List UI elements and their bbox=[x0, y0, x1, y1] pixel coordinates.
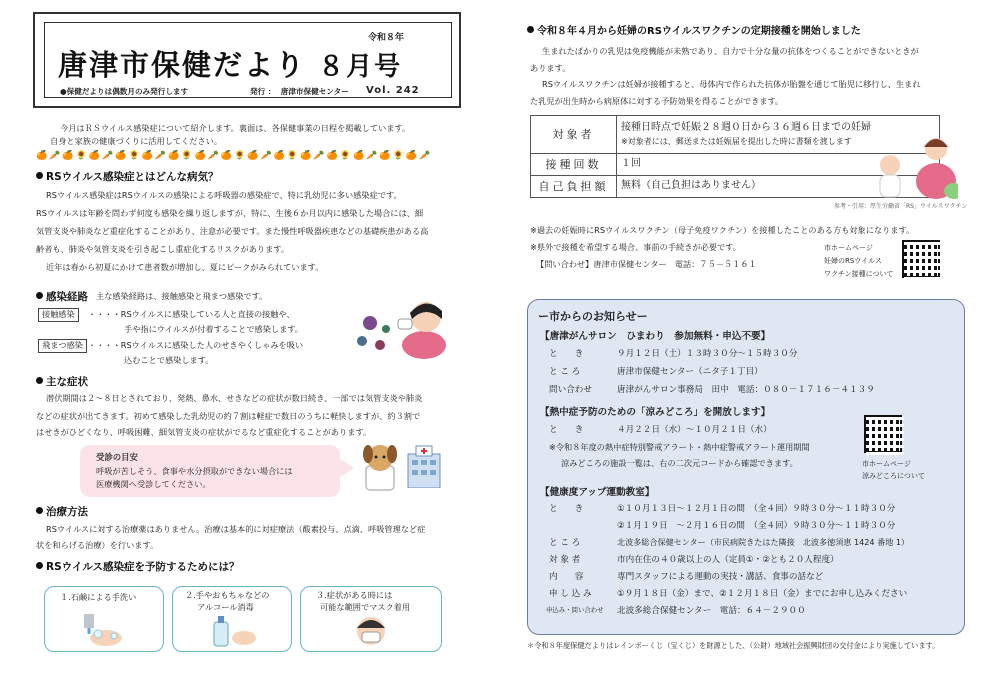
symptom-line: はせきがひどくなり、呼吸困難、細気管支炎の症状がでるなど重症化することがあります。 bbox=[36, 427, 372, 437]
qr-code-icon[interactable] bbox=[864, 415, 902, 453]
vaccine-note: ※県外で接種を希望する場合、事前の手続きが必要です。 bbox=[530, 242, 741, 252]
prevention-label: ３.症状がある時には bbox=[316, 590, 393, 600]
contact-infection-label: 接触感染 bbox=[38, 308, 79, 322]
table-label: 自己負担額 bbox=[531, 176, 617, 198]
vaccine-note: ※過去の妊娠時にRSウイルスワクチン（母子免疫ワクチン）を接種したことのある方も対象になります。 bbox=[530, 225, 915, 235]
vaccine-contact: 【問い合わせ】唐津市保健センター 電話：７５－５１６１ bbox=[536, 259, 757, 269]
table-value: 無料（自己負担はありません） bbox=[617, 176, 940, 198]
contact-text: ・・・・RSウイルスに感染している人と直接の接触や、 bbox=[88, 309, 295, 319]
section-heading-symptom: 主な症状 bbox=[36, 375, 88, 390]
heat-note: 涼みどころの施設一覧は、右の二次元コードから確認できます。 bbox=[561, 458, 798, 468]
hand-wash-icon bbox=[78, 612, 128, 648]
sanitizer-icon bbox=[208, 612, 258, 648]
intro-line-2: 自身と家族の健康づくりに活用してください。 bbox=[50, 136, 222, 146]
exercise-key: 申 し 込 み bbox=[549, 589, 592, 599]
treatment-line: RSウイルスに対する治療薬はありません。治療は基本的に対症療法（酸素投与、点滴、呼吸管理など症 bbox=[46, 524, 426, 534]
salon-key: と こ ろ bbox=[549, 367, 581, 377]
section-heading-what: RSウイルス感染症とはどんな病気？ bbox=[36, 170, 219, 185]
table-value: 接種日時点で妊娠２８週０日から３６週６日までの妊婦 ※対象者には、郵送または妊娠届を提出した時に書類を渡します bbox=[617, 116, 940, 154]
exercise-value: 北波多総合保健センター（市民病院きたはた隣接 北波多徳須恵 1424 番地 1） bbox=[617, 537, 910, 547]
heat-heading: 【熱中症予防のための「涼みどころ」を開放します】 bbox=[540, 407, 771, 418]
exercise-key: と き bbox=[549, 504, 584, 514]
callout-text: 呼吸が苦しそう、食事や水分摂取ができない場合には bbox=[96, 466, 293, 476]
salon-key: 問い合わせ bbox=[549, 385, 592, 395]
vaccine-heading: 令和８年４月から妊婦のRSウイルスワクチンの定期接種を開始しました bbox=[527, 25, 861, 40]
prevention-label: １.石鹸による手洗い bbox=[60, 592, 137, 602]
exercise-key: と こ ろ bbox=[549, 538, 581, 548]
what-line: 近年は春から初夏にかけて患者数が増加し、夏にピークがみられています。 bbox=[46, 262, 324, 272]
contact-text: 手や指にウイルスが付着することで感染します。 bbox=[124, 324, 303, 334]
exercise-value: 専門スタッフによる運動の実技・講話、食事の話など bbox=[617, 572, 824, 582]
prevention-label: ２.手やおもちゃなどの bbox=[185, 590, 270, 600]
vaccine-paragraph: RSウイルスワクチンは妊婦が接種すると、母体内で作られた抗体が胎盤を通じて胎児に移行し、生まれ bbox=[542, 79, 921, 89]
treatment-line: 状を和らげる治療）を行います。 bbox=[36, 540, 159, 550]
issue-era: 令和８年 bbox=[368, 33, 405, 43]
exercise-value: ①９月１８日（金）まで、②１２月１８日（金）までにお申し込みください bbox=[617, 589, 908, 599]
salon-key: と き bbox=[549, 349, 584, 359]
mask-person-icon bbox=[354, 614, 388, 648]
route-lead: 主な感染経路は、接触感染と飛まつ感染です。 bbox=[96, 291, 268, 301]
exercise-value: ②１月１９日 ～２月１６日の間 （全４回）９時３０分～１１時３０分 bbox=[617, 521, 896, 531]
vaccine-paragraph: あります。 bbox=[530, 63, 571, 73]
table-value: １回 bbox=[617, 154, 940, 176]
exercise-value: ①１０月１３日～１２月１日の間 （全４回）９時３０分～１１時３０分 bbox=[617, 504, 896, 514]
orange-icon: 🍊🥕🍊🌻🍊🥕🍊🌻🍊🥕🍊🌻🍊🥕🍊🌻🍊🥕🍊🌻🍊🥕🍊🌻🍊🥕🍊🌻🍊🥕 bbox=[36, 151, 433, 160]
what-line: 気管支炎や肺炎など重症化することがあり、注意が必要です。また慢性呼吸器疾患などの基礎疾患がある高 bbox=[36, 226, 429, 236]
exercise-value: 市内在住の４０歳以上の人（定員①・②とも２０人程度） bbox=[617, 555, 839, 565]
salon-value: 唐津がんサロン事務局 田中 電話：０８０－１７１６－４１３９ bbox=[617, 385, 875, 395]
exercise-value: 北波多総合保健センター 電話：６４－２９００ bbox=[617, 606, 806, 616]
callout-text: 医療機関へ受診してください。 bbox=[96, 479, 211, 489]
what-line: 齢者も、肺炎や気管支炎を引き起こし重症化するリスクがあります。 bbox=[36, 244, 289, 254]
footer-note: ＊令和８年度保健だよりはレインボーくじ（宝くじ）を財源とした、（公財）地域社会振興財団の交付金により実施しています。 bbox=[527, 641, 940, 650]
pregnant-woman-icon bbox=[868, 135, 958, 201]
masthead-note: ●保健だよりは偶数月のみ発行します bbox=[60, 87, 189, 96]
heat-value: ４月２２日（水）～１０月２１日（水） bbox=[617, 425, 772, 435]
what-line: RSウイルスは年齢を問わず何度も感染を繰り返しますが、特に、生後６か月以内に感染した場合には、細 bbox=[36, 208, 424, 218]
qr-caption: 市ホームページ bbox=[862, 460, 911, 468]
droplet-text: ・・・・RSウイルスに感染した人のせきやくしゃみを吸い bbox=[88, 340, 304, 350]
qr-caption: 涼みどころについて bbox=[862, 472, 925, 480]
table-label: 接種回数 bbox=[531, 154, 617, 176]
what-line: RSウイルス感染症はRSウイルスの感染による呼吸器の感染症で、特に乳幼児に多い感染症です。 bbox=[46, 190, 402, 200]
qr-code-icon[interactable] bbox=[902, 240, 940, 278]
qr-caption: ワクチン接種について bbox=[824, 270, 894, 278]
section-heading-treatment: 治療方法 bbox=[36, 505, 88, 520]
section-heading-route: 感染経路 bbox=[36, 290, 88, 305]
publisher: 発行 ： 唐津市保健センター bbox=[250, 87, 349, 96]
qr-caption: 市ホームページ bbox=[824, 244, 873, 252]
prevention-label: アルコール消毒 bbox=[197, 602, 254, 612]
vaccine-paragraph: 生まれたばかりの乳児は免疫機能が未熟であり、自力で十分な量の抗体をつくることができないときが bbox=[542, 46, 919, 56]
notice-title: ー市からのお知らせー bbox=[538, 310, 648, 323]
intro-line-1: 今月はＲＳウイルス感染症について紹介します。裏面は、各保健事業の日程を掲載しています。 bbox=[60, 123, 411, 133]
heat-key: と き bbox=[549, 425, 584, 435]
vaccine-paragraph: た乳児が出生時から病原体に対する予防効果を得ることができます。 bbox=[530, 96, 784, 106]
source-credit: 参考・引用：厚生労働省「RS」ウイルスワクチン bbox=[834, 203, 968, 210]
salon-value: 唐津市保健センター（ニタ子１丁目） bbox=[617, 367, 763, 377]
exercise-heading: 【健康度アップ運動教室】 bbox=[540, 487, 655, 498]
table-label: 対象者 bbox=[531, 116, 617, 154]
droplet-infection-label: 飛まつ感染 bbox=[38, 339, 87, 353]
droplet-text: 込むことで感染します。 bbox=[124, 355, 214, 365]
symptom-line: 潜伏期間は２～８日とされており、発熱、鼻水、せきなどの症状が数日続き、一部では気管支炎や肺炎 bbox=[46, 393, 423, 403]
exercise-key: 内 容 bbox=[549, 572, 584, 582]
heat-note: ※令和８年度の熱中症特別警戒アラート・熱中症警戒アラート運用期間 bbox=[549, 442, 810, 452]
callout-arrow bbox=[338, 458, 354, 478]
sneezing-child-icon bbox=[352, 293, 452, 359]
salon-value: ９月１２日（土）１３時３０分～１５時３０分 bbox=[617, 349, 798, 359]
salon-heading: 【唐津がんサロン ひまわり 参加無料・申込不要】 bbox=[540, 331, 771, 342]
newsletter-title: 唐津市保健だより ８月号 bbox=[58, 48, 403, 82]
hospital-icon bbox=[404, 444, 444, 488]
exercise-key: 対 象 者 bbox=[549, 555, 581, 565]
symptom-line: などの症状が出てきます。初めて感染した乳幼児の約７割は軽症で数日のうちに軽快しますが、約３割で bbox=[36, 411, 421, 421]
prevention-label: 可能な範囲でマスク着用 bbox=[320, 602, 411, 612]
qr-caption: 妊婦のRSウイルス bbox=[824, 257, 882, 265]
doctor-dog-icon bbox=[358, 440, 402, 492]
section-heading-prevention: RSウイルス感染症を予防するためには？ bbox=[36, 560, 240, 575]
callout-title: 受診の目安 bbox=[96, 452, 138, 462]
volume-number: Vol. 242 bbox=[366, 85, 420, 96]
exercise-key: 申込み・問い合わせ bbox=[546, 606, 604, 614]
